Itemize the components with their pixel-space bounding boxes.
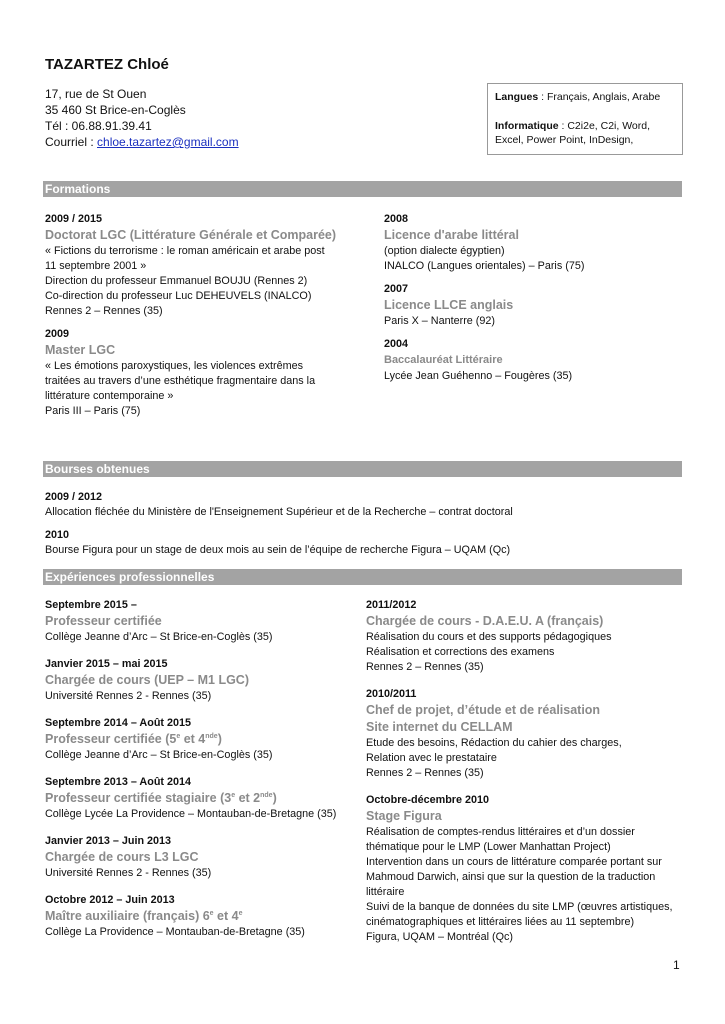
formation-date: 2004: [384, 338, 409, 350]
experience-date: 2011/2012: [366, 599, 417, 611]
experience-date: Janvier 2015 – mai 2015: [45, 658, 168, 670]
contact-block: [45, 86, 239, 150]
experience-line: Figura, UQAM – Montréal (Qc): [366, 931, 513, 943]
computer-skills-value: : C2i2e, C2i, Word, Excel, Power Point, InDesign,: [495, 120, 651, 146]
formation-date: 2008: [384, 213, 409, 225]
experience-date: Octobre-décembre 2010: [366, 794, 490, 806]
address-line-2: 35 460 St Brice-en-Coglès: [45, 103, 186, 117]
experience-line: Relation avec le prestataire: [366, 752, 497, 764]
experience-line: cinématographiques et littéraires liées au 11 septembre): [366, 916, 635, 928]
experience-line: thématique pour le LMP (Lower Manhattan Project): [366, 841, 611, 853]
formation-title: Baccalauréat Littéraire: [384, 354, 503, 366]
experience-line: Collège La Providence – Montauban-de-Bretagne (35): [45, 926, 305, 938]
address-line-1: 17, rue de St Ouen: [45, 87, 147, 101]
formation-date: 2009: [45, 328, 70, 340]
formations-left-column: [45, 212, 345, 419]
formation-line: Co-direction du professeur Luc DEHEUVELS (INALCO): [45, 290, 312, 302]
formation-line: « Fictions du terrorisme : le roman américain et arabe post: [45, 245, 325, 257]
experience-line: littéraire: [366, 886, 405, 898]
email-line: [45, 134, 239, 150]
email-label: Courriel :: [45, 135, 98, 149]
experience-date: Septembre 2014 – Août 2015: [45, 717, 192, 729]
experience-line: Collège Lycée La Providence – Montauban-de-Bretagne (35): [45, 808, 337, 820]
formation-line: Rennes 2 – Rennes (35): [45, 305, 163, 317]
section-bar-experiences: Expériences professionnelles: [43, 569, 682, 585]
experience-subtitle: Site internet du CELLAM: [366, 720, 513, 734]
experience-line: Université Rennes 2 - Rennes (35): [45, 867, 212, 879]
experience-line: Suivi de la banque de données du site LMP (œuvres artistiques,: [366, 901, 673, 913]
formation-date: 2007: [384, 283, 409, 295]
email-link[interactable]: chloe.tazartez@gmail.com: [97, 135, 239, 149]
experience-line: Etude des besoins, Rédaction du cahier des charges,: [366, 737, 622, 749]
bourse-text: Allocation fléchée du Ministère de l'Enseignement Supérieur et de la Recherche – contrat doctoral: [45, 506, 513, 518]
formation-line: INALCO (Langues orientales) – Paris (75): [384, 260, 585, 272]
formation-line: Direction du professeur Emmanuel BOUJU (Rennes 2): [45, 275, 308, 287]
experience-title: Chef de projet, d’étude et de réalisation: [366, 703, 601, 717]
experience-title: Professeur certifiée (5e et 4nde): [45, 732, 222, 746]
experience-line: Rennes 2 – Rennes (35): [366, 767, 484, 779]
candidate-name: TAZARTEZ Chloé: [45, 56, 169, 73]
formation-line: Lycée Jean Guéhenno – Fougères (35): [384, 370, 573, 382]
formation-line: littérature contemporaine »: [45, 390, 174, 402]
languages-label: Langues: [495, 91, 539, 103]
formation-title: Licence d'arabe littéral: [384, 228, 519, 242]
section-bar-bourses: Bourses obtenues: [43, 461, 682, 477]
experience-line: Université Rennes 2 - Rennes (35): [45, 690, 212, 702]
experience-line: Rennes 2 – Rennes (35): [366, 661, 484, 673]
languages-value: : Français, Anglais, Arabe: [538, 91, 661, 103]
experience-title: Maître auxiliaire (français) 6e et 4e: [45, 909, 243, 923]
experience-date: Septembre 2013 – Août 2014: [45, 776, 192, 788]
experience-line: Intervention dans un cours de littérature comparée portant sur: [366, 856, 662, 868]
formation-line: 11 septembre 2001 »: [45, 260, 147, 272]
bourse-date: 2009 / 2012: [45, 491, 103, 503]
experience-date: Janvier 2013 – Juin 2013: [45, 835, 172, 847]
formations-right-column: [384, 212, 674, 384]
experience-title: Chargée de cours L3 LGC: [45, 850, 199, 864]
bourse-date: 2010: [45, 529, 70, 541]
experience-line: Collège Jeanne d’Arc – St Brice-en-Coglès (35): [45, 631, 273, 643]
formation-line: Paris X – Nanterre (92): [384, 315, 496, 327]
formation-line: (option dialecte égyptien): [384, 245, 505, 257]
computer-skills-line: [495, 119, 675, 147]
formation-title: Doctorat LGC (Littérature Générale et Comparée): [45, 228, 337, 242]
experiences-left-column: [45, 598, 355, 940]
experience-title: Chargée de cours (UEP – M1 LGC): [45, 673, 249, 687]
experience-line: Mahmoud Darwich, ainsi que sur la question de la traduction: [366, 871, 656, 883]
experience-line: Réalisation du cours et des supports pédagogiques: [366, 631, 612, 643]
formation-line: Paris III – Paris (75): [45, 405, 141, 417]
experiences-right-column: [366, 598, 686, 945]
bourses-list: [45, 490, 675, 558]
experience-date: Octobre 2012 – Juin 2013: [45, 894, 175, 906]
languages-line: [495, 90, 675, 104]
page-number: 1: [673, 958, 680, 972]
formation-title: Licence LLCE anglais: [384, 298, 514, 312]
experience-date: 2010/2011: [366, 688, 417, 700]
section-bar-formations: Formations: [43, 181, 682, 197]
experience-line: Réalisation et corrections des examens: [366, 646, 555, 658]
phone: Tél : 06.88.91.39.41: [45, 119, 152, 133]
experience-date: Septembre 2015 –: [45, 599, 137, 611]
bourse-text: Bourse Figura pour un stage de deux mois au sein de l’équipe de recherche Figura – UQAM (Qc): [45, 544, 511, 556]
formation-line: traitées au travers d’une esthétique fragmentaire dans la: [45, 375, 316, 387]
formation-date: 2009 / 2015: [45, 213, 103, 225]
experience-title: Chargée de cours - D.A.E.U. A (français): [366, 614, 604, 628]
experience-title: Professeur certifiée: [45, 614, 162, 628]
experience-line: Réalisation de comptes-rendus littéraires et d’un dossier: [366, 826, 635, 838]
formation-title: Master LGC: [45, 343, 116, 357]
computer-skills-label: Informatique: [495, 120, 559, 132]
skills-box: [487, 83, 683, 155]
formation-line: « Les émotions paroxystiques, les violences extrêmes: [45, 360, 304, 372]
experience-line: Collège Jeanne d’Arc – St Brice-en-Coglès (35): [45, 749, 273, 761]
experience-title: Stage Figura: [366, 809, 442, 823]
experience-title: Professeur certifiée stagiaire (3e et 2nde): [45, 791, 277, 805]
